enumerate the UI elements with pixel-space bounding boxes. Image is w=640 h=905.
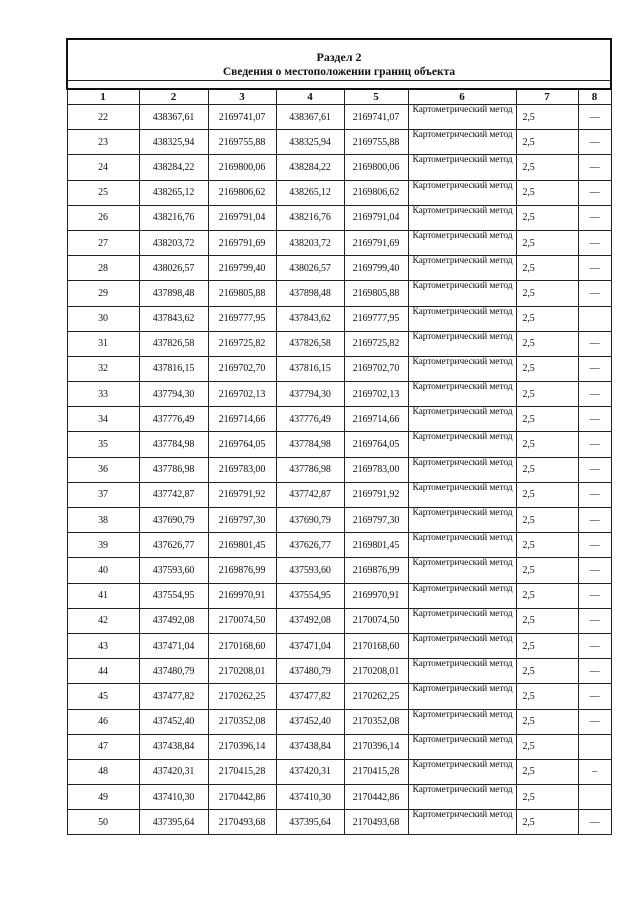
- table-row: [67, 583, 611, 608]
- accuracy-cell: 2,5: [516, 306, 578, 331]
- method-cell: Картометрический метод: [408, 508, 516, 533]
- existing-y-cell: 2170352,08: [208, 709, 276, 734]
- existing-x-cell: 438026,57: [139, 256, 208, 281]
- table-row: [67, 608, 611, 633]
- accuracy-cell: 2,5: [516, 508, 578, 533]
- point-number-cell: 27: [67, 230, 139, 255]
- refined-x-cell: 437477,82: [276, 684, 344, 709]
- table-row: [67, 105, 611, 130]
- refined-y-cell: 2169783,00: [344, 457, 408, 482]
- refined-y-cell: 2169714,66: [344, 407, 408, 432]
- table-row: [67, 205, 611, 230]
- note-cell: —: [578, 633, 611, 658]
- note-cell: —: [578, 608, 611, 633]
- note-cell: —: [578, 432, 611, 457]
- method-cell: Картометрический метод: [408, 407, 516, 432]
- refined-y-cell: 2169800,06: [344, 155, 408, 180]
- table-row: [67, 734, 611, 759]
- refined-y-cell: 2169791,04: [344, 205, 408, 230]
- column-header: 3: [208, 89, 276, 105]
- point-number-cell: 43: [67, 633, 139, 658]
- point-number-cell: 50: [67, 810, 139, 835]
- table-row: [67, 306, 611, 331]
- table-row: [67, 130, 611, 155]
- existing-y-cell: 2169806,62: [208, 180, 276, 205]
- point-number-cell: 26: [67, 205, 139, 230]
- existing-y-cell: 2169702,70: [208, 356, 276, 381]
- refined-x-cell: 438284,22: [276, 155, 344, 180]
- refined-x-cell: 437776,49: [276, 407, 344, 432]
- accuracy-cell: 2,5: [516, 734, 578, 759]
- existing-x-cell: 437452,40: [139, 709, 208, 734]
- table-row: [67, 281, 611, 306]
- point-number-cell: 32: [67, 356, 139, 381]
- method-cell: Картометрический метод: [408, 230, 516, 255]
- existing-x-cell: 438265,12: [139, 180, 208, 205]
- existing-y-cell: 2169741,07: [208, 105, 276, 130]
- table-row: [67, 785, 611, 810]
- existing-x-cell: 437626,77: [139, 533, 208, 558]
- existing-y-cell: 2169755,88: [208, 130, 276, 155]
- point-number-cell: 39: [67, 533, 139, 558]
- note-cell: —: [578, 155, 611, 180]
- method-cell: Картометрический метод: [408, 432, 516, 457]
- note-cell: [578, 306, 611, 331]
- point-number-cell: 31: [67, 331, 139, 356]
- refined-x-cell: 437786,98: [276, 457, 344, 482]
- method-cell: Картометрический метод: [408, 356, 516, 381]
- method-cell: Картометрический метод: [408, 281, 516, 306]
- refined-y-cell: 2169876,99: [344, 558, 408, 583]
- refined-y-cell: 2169777,95: [344, 306, 408, 331]
- accuracy-cell: 2,5: [516, 533, 578, 558]
- note-cell: —: [578, 457, 611, 482]
- accuracy-cell: 2,5: [516, 608, 578, 633]
- method-cell: Картометрический метод: [408, 180, 516, 205]
- existing-y-cell: 2169791,92: [208, 482, 276, 507]
- method-cell: Картометрический метод: [408, 659, 516, 684]
- point-number-cell: 46: [67, 709, 139, 734]
- accuracy-cell: 2,5: [516, 130, 578, 155]
- refined-x-cell: 437690,79: [276, 508, 344, 533]
- refined-y-cell: 2170262,25: [344, 684, 408, 709]
- point-number-cell: 47: [67, 734, 139, 759]
- note-cell: —: [578, 659, 611, 684]
- refined-y-cell: 2169755,88: [344, 130, 408, 155]
- accuracy-cell: 2,5: [516, 155, 578, 180]
- column-header: 8: [578, 89, 611, 105]
- column-header: 7: [516, 89, 578, 105]
- refined-y-cell: 2169702,13: [344, 382, 408, 407]
- point-number-cell: 23: [67, 130, 139, 155]
- table-row: [67, 558, 611, 583]
- existing-x-cell: 437816,15: [139, 356, 208, 381]
- refined-x-cell: 438203,72: [276, 230, 344, 255]
- note-cell: —: [578, 684, 611, 709]
- existing-x-cell: 437786,98: [139, 457, 208, 482]
- refined-x-cell: 437480,79: [276, 659, 344, 684]
- method-cell: Картометрический метод: [408, 709, 516, 734]
- existing-x-cell: 438367,61: [139, 105, 208, 130]
- method-cell: Картометрический метод: [408, 810, 516, 835]
- document-sheet: [66, 38, 610, 835]
- method-cell: Картометрический метод: [408, 482, 516, 507]
- existing-y-cell: 2169970,91: [208, 583, 276, 608]
- accuracy-cell: 2,5: [516, 205, 578, 230]
- refined-y-cell: 2170442,86: [344, 785, 408, 810]
- existing-y-cell: 2170262,25: [208, 684, 276, 709]
- point-number-cell: 38: [67, 508, 139, 533]
- existing-y-cell: 2170168,60: [208, 633, 276, 658]
- note-cell: [578, 734, 611, 759]
- note-cell: —: [578, 810, 611, 835]
- note-cell: —: [578, 256, 611, 281]
- refined-y-cell: 2169764,05: [344, 432, 408, 457]
- refined-x-cell: 438216,76: [276, 205, 344, 230]
- accuracy-cell: 2,5: [516, 256, 578, 281]
- refined-x-cell: 438265,12: [276, 180, 344, 205]
- refined-y-cell: 2170493,68: [344, 810, 408, 835]
- column-header: 4: [276, 89, 344, 105]
- accuracy-cell: 2,5: [516, 709, 578, 734]
- accuracy-cell: 2,5: [516, 356, 578, 381]
- refined-y-cell: 2170396,14: [344, 734, 408, 759]
- table-row: [67, 382, 611, 407]
- refined-x-cell: 437784,98: [276, 432, 344, 457]
- table-row: [67, 810, 611, 835]
- existing-y-cell: 2169805,88: [208, 281, 276, 306]
- existing-x-cell: 437826,58: [139, 331, 208, 356]
- existing-x-cell: 437843,62: [139, 306, 208, 331]
- accuracy-cell: 2,5: [516, 759, 578, 784]
- note-cell: —: [578, 281, 611, 306]
- refined-y-cell: 2169806,62: [344, 180, 408, 205]
- refined-y-cell: 2169805,88: [344, 281, 408, 306]
- refined-y-cell: 2170074,50: [344, 608, 408, 633]
- column-header: 5: [344, 89, 408, 105]
- refined-y-cell: 2169702,70: [344, 356, 408, 381]
- boundary-table: [66, 38, 612, 835]
- method-cell: Картометрический метод: [408, 256, 516, 281]
- table-row: [67, 709, 611, 734]
- note-cell: —: [578, 356, 611, 381]
- table-row: [67, 482, 611, 507]
- existing-x-cell: 438284,22: [139, 155, 208, 180]
- existing-x-cell: 437898,48: [139, 281, 208, 306]
- note-cell: —: [578, 205, 611, 230]
- accuracy-cell: 2,5: [516, 810, 578, 835]
- point-number-cell: 40: [67, 558, 139, 583]
- table-row: [67, 331, 611, 356]
- table-row: [67, 659, 611, 684]
- existing-x-cell: 437471,04: [139, 633, 208, 658]
- refined-y-cell: 2169741,07: [344, 105, 408, 130]
- accuracy-cell: 2,5: [516, 785, 578, 810]
- note-cell: —: [578, 105, 611, 130]
- accuracy-cell: 2,5: [516, 558, 578, 583]
- point-number-cell: 24: [67, 155, 139, 180]
- refined-x-cell: 437420,31: [276, 759, 344, 784]
- existing-y-cell: 2169800,06: [208, 155, 276, 180]
- existing-y-cell: 2169876,99: [208, 558, 276, 583]
- note-cell: —: [578, 583, 611, 608]
- refined-x-cell: 437438,84: [276, 734, 344, 759]
- existing-x-cell: 437420,31: [139, 759, 208, 784]
- table-row: [67, 180, 611, 205]
- note-cell: —: [578, 407, 611, 432]
- column-header: 6: [408, 89, 516, 105]
- refined-x-cell: 437554,95: [276, 583, 344, 608]
- refined-x-cell: 437794,30: [276, 382, 344, 407]
- existing-y-cell: 2170074,50: [208, 608, 276, 633]
- method-cell: Картометрический метод: [408, 155, 516, 180]
- refined-x-cell: 437898,48: [276, 281, 344, 306]
- point-number-cell: 41: [67, 583, 139, 608]
- table-row: [67, 256, 611, 281]
- point-number-cell: 25: [67, 180, 139, 205]
- note-cell: —: [578, 508, 611, 533]
- point-number-cell: 48: [67, 759, 139, 784]
- method-cell: Картометрический метод: [408, 533, 516, 558]
- method-cell: Картометрический метод: [408, 306, 516, 331]
- note-cell: —: [578, 331, 611, 356]
- refined-x-cell: 437410,30: [276, 785, 344, 810]
- method-cell: Картометрический метод: [408, 105, 516, 130]
- method-cell: Картометрический метод: [408, 130, 516, 155]
- accuracy-cell: 2,5: [516, 331, 578, 356]
- refined-x-cell: 437742,87: [276, 482, 344, 507]
- refined-y-cell: 2169801,45: [344, 533, 408, 558]
- existing-y-cell: 2169714,66: [208, 407, 276, 432]
- existing-y-cell: 2170415,28: [208, 759, 276, 784]
- existing-x-cell: 437492,08: [139, 608, 208, 633]
- accuracy-cell: 2,5: [516, 281, 578, 306]
- accuracy-cell: 2,5: [516, 583, 578, 608]
- point-number-cell: 28: [67, 256, 139, 281]
- table-row: [67, 533, 611, 558]
- refined-x-cell: 438026,57: [276, 256, 344, 281]
- existing-x-cell: 437477,82: [139, 684, 208, 709]
- table-row: [67, 356, 611, 381]
- accuracy-cell: 2,5: [516, 684, 578, 709]
- refined-x-cell: 437816,15: [276, 356, 344, 381]
- method-cell: Картометрический метод: [408, 558, 516, 583]
- point-number-cell: 33: [67, 382, 139, 407]
- existing-x-cell: 437690,79: [139, 508, 208, 533]
- note-cell: —: [578, 180, 611, 205]
- refined-x-cell: 437492,08: [276, 608, 344, 633]
- accuracy-cell: 2,5: [516, 382, 578, 407]
- existing-x-cell: 437480,79: [139, 659, 208, 684]
- refined-y-cell: 2170415,28: [344, 759, 408, 784]
- existing-x-cell: 437794,30: [139, 382, 208, 407]
- table-row: [67, 407, 611, 432]
- method-cell: Картометрический метод: [408, 331, 516, 356]
- table-row: [67, 155, 611, 180]
- existing-y-cell: 2170396,14: [208, 734, 276, 759]
- existing-x-cell: 437776,49: [139, 407, 208, 432]
- refined-x-cell: 437626,77: [276, 533, 344, 558]
- refined-x-cell: 438325,94: [276, 130, 344, 155]
- existing-y-cell: 2169764,05: [208, 432, 276, 457]
- method-cell: Картометрический метод: [408, 608, 516, 633]
- note-cell: —: [578, 709, 611, 734]
- method-cell: Картометрический метод: [408, 759, 516, 784]
- method-cell: Картометрический метод: [408, 734, 516, 759]
- refined-x-cell: 437452,40: [276, 709, 344, 734]
- refined-x-cell: 437593,60: [276, 558, 344, 583]
- existing-x-cell: 437438,84: [139, 734, 208, 759]
- refined-x-cell: 437826,58: [276, 331, 344, 356]
- accuracy-cell: 2,5: [516, 659, 578, 684]
- existing-y-cell: 2169797,30: [208, 508, 276, 533]
- refined-x-cell: 438367,61: [276, 105, 344, 130]
- refined-y-cell: 2169791,69: [344, 230, 408, 255]
- existing-y-cell: 2169801,45: [208, 533, 276, 558]
- refined-y-cell: 2169799,40: [344, 256, 408, 281]
- point-number-cell: 29: [67, 281, 139, 306]
- note-cell: —: [578, 230, 611, 255]
- column-header: 2: [139, 89, 208, 105]
- existing-x-cell: 437784,98: [139, 432, 208, 457]
- point-number-cell: 49: [67, 785, 139, 810]
- existing-y-cell: 2169783,00: [208, 457, 276, 482]
- point-number-cell: 35: [67, 432, 139, 457]
- table-row: [67, 633, 611, 658]
- method-cell: Картометрический метод: [408, 205, 516, 230]
- existing-y-cell: 2169702,13: [208, 382, 276, 407]
- existing-x-cell: 437395,64: [139, 810, 208, 835]
- refined-x-cell: 437843,62: [276, 306, 344, 331]
- accuracy-cell: 2,5: [516, 180, 578, 205]
- existing-x-cell: 437554,95: [139, 583, 208, 608]
- accuracy-cell: 2,5: [516, 432, 578, 457]
- existing-x-cell: 438216,76: [139, 205, 208, 230]
- refined-x-cell: 437395,64: [276, 810, 344, 835]
- existing-y-cell: 2170442,86: [208, 785, 276, 810]
- existing-x-cell: 438325,94: [139, 130, 208, 155]
- refined-y-cell: 2170208,01: [344, 659, 408, 684]
- existing-x-cell: 437742,87: [139, 482, 208, 507]
- note-cell: —: [578, 558, 611, 583]
- point-number-cell: 34: [67, 407, 139, 432]
- method-cell: Картометрический метод: [408, 684, 516, 709]
- existing-y-cell: 2169791,04: [208, 205, 276, 230]
- method-cell: Картометрический метод: [408, 382, 516, 407]
- section-header: [67, 39, 611, 89]
- note-cell: —: [578, 482, 611, 507]
- point-number-cell: 45: [67, 684, 139, 709]
- column-number-row: [67, 89, 611, 105]
- refined-y-cell: 2170352,08: [344, 709, 408, 734]
- method-cell: Картометрический метод: [408, 457, 516, 482]
- existing-x-cell: 437593,60: [139, 558, 208, 583]
- table-row: [67, 457, 611, 482]
- note-cell: —: [578, 533, 611, 558]
- refined-y-cell: 2169725,82: [344, 331, 408, 356]
- column-header: 1: [67, 89, 139, 105]
- point-number-cell: 30: [67, 306, 139, 331]
- existing-y-cell: 2169791,69: [208, 230, 276, 255]
- accuracy-cell: 2,5: [516, 457, 578, 482]
- table-row: [67, 432, 611, 457]
- note-cell: [578, 785, 611, 810]
- existing-x-cell: 438203,72: [139, 230, 208, 255]
- table-row: [67, 508, 611, 533]
- note-cell: —: [578, 382, 611, 407]
- table-row: [67, 230, 611, 255]
- method-cell: Картометрический метод: [408, 633, 516, 658]
- section-title: Раздел 2: [316, 50, 362, 64]
- section-subtitle: Сведения о местоположении границ объекта: [68, 66, 610, 81]
- existing-y-cell: 2169799,40: [208, 256, 276, 281]
- refined-x-cell: 437471,04: [276, 633, 344, 658]
- method-cell: Картометрический метод: [408, 785, 516, 810]
- point-number-cell: 22: [67, 105, 139, 130]
- existing-x-cell: 437410,30: [139, 785, 208, 810]
- point-number-cell: 44: [67, 659, 139, 684]
- note-cell: —: [578, 130, 611, 155]
- existing-y-cell: 2170493,68: [208, 810, 276, 835]
- point-number-cell: 37: [67, 482, 139, 507]
- point-number-cell: 36: [67, 457, 139, 482]
- refined-y-cell: 2169791,92: [344, 482, 408, 507]
- existing-y-cell: 2169777,95: [208, 306, 276, 331]
- refined-y-cell: 2169970,91: [344, 583, 408, 608]
- accuracy-cell: 2,5: [516, 407, 578, 432]
- refined-y-cell: 2170168,60: [344, 633, 408, 658]
- accuracy-cell: 2,5: [516, 105, 578, 130]
- method-cell: Картометрический метод: [408, 583, 516, 608]
- point-number-cell: 42: [67, 608, 139, 633]
- table-row: [67, 759, 611, 784]
- note-cell: –: [578, 759, 611, 784]
- accuracy-cell: 2,5: [516, 633, 578, 658]
- existing-y-cell: 2169725,82: [208, 331, 276, 356]
- existing-y-cell: 2170208,01: [208, 659, 276, 684]
- table-row: [67, 684, 611, 709]
- accuracy-cell: 2,5: [516, 482, 578, 507]
- accuracy-cell: 2,5: [516, 230, 578, 255]
- refined-y-cell: 2169797,30: [344, 508, 408, 533]
